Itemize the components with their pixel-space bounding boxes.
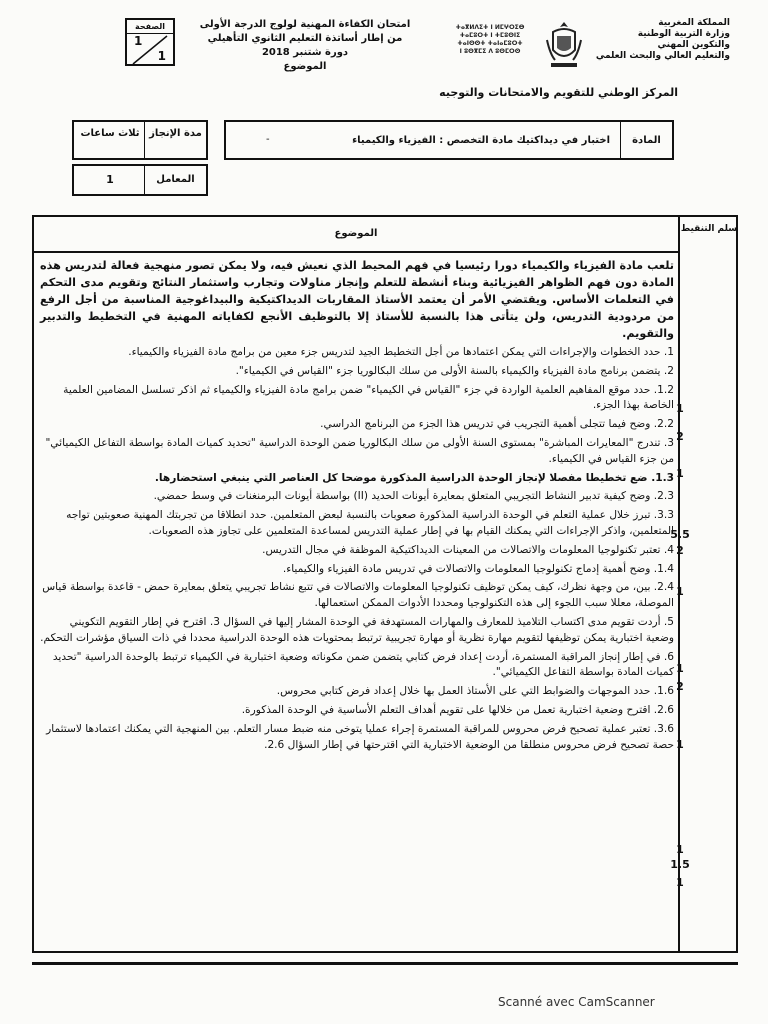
question-item: 1. حدد الخطوات والإجراءات التي يمكن اعتمادها من أجل التخطيط الجيد لتدريس جزء معين من برامج مادة الفيزياء والكيمياء.	[128, 346, 674, 358]
question-item: 1.3. ضع تخطيطا مفصلا لإنجاز الوحدة الدراسية المذكورة موضحا كل العناصر التي ينبغي استحضارها.	[154, 471, 674, 484]
subject-value: اختبار في ديداكتيك مادة التخصص : الفيزياء والكيمياء	[352, 135, 610, 146]
question-item: 2. يتضمن برنامج مادة الفيزياء والكيمياء بالسنة الأولى من سلك البكالوريا جزء "القياس في الكيمياء".	[235, 364, 674, 377]
questions-content	[40, 257, 674, 753]
question-item: 2.4. بين، من وجهة نظرك، كيف يمكن توظيف تكنولوجيا المعلومات والاتصالات في تتبع نشاط تجريبي يتعلق بمعايرة حمض - قاعدة بواسطة قياس الموصلة، معللا سبب اللجوء إلى هذه التكنولوجيا ومحددا الأدوات الممكن استعمالها.	[42, 581, 674, 610]
grading-column-header: سلم التنقيط	[680, 224, 738, 234]
page-total: 1	[134, 34, 143, 48]
intro-paragraph: تلعب مادة الفيزياء والكيمياء دورا رئيسيا في فهم المحيط الذي نعيش فيه، ولا يمكن تصور منهجية فعالة لتدريس هذه المادة دون فهم الظواهر الفيزيائية وبناء أنشطة للتعلم وإنجاز مناولات وتجارب واستثمار النتائج وتقويم مدى التحكم في التعلمات الأساس. ويقتضي الأمر أن يعتمد الأستاذ المقاربات الديداكتيكية والبيداغوجية المناسبة من أجل الرفع من مردودية التدريس، ولن يتأتى هذا بالنسبة للأستاذ إلا بالتوظيف الأنجع لكفاياته المهنية في التخطيط والتدبير والتقويم.	[40, 259, 674, 340]
mark-value: 5.5	[670, 528, 690, 541]
tifinagh-line: ⵜⴰⵏⵙⵙⵜ ⵜⴰⵏⴰⵎⵓⵔⵜ	[457, 40, 523, 47]
subject-column-header: الموضوع	[334, 228, 378, 239]
subject-dash: -	[266, 134, 270, 145]
question-item: 3.6. تعتبر عملية تصحيح فرض محروس للمراقبة المستمرة إجراء عمليا يتوخى منه ضبط مسار التعلم. بين المنهجية التي يمكنك اعتمادها لاستثمار حصة تصحيح فرض محروس منطلقا من الوضعية الاختبارية التي اقترحتها في إطار السؤال 2.6.	[46, 722, 674, 751]
exam-topic: الموضوع	[283, 61, 327, 72]
subject-box	[224, 120, 674, 160]
mark-value: 2	[676, 430, 684, 443]
ministry-line: وزارة التربية الوطنية	[637, 29, 730, 39]
mark-value: 1.5	[670, 858, 690, 871]
exam-line: من إطار أساتذة التعليم الثانوي التأهيلي	[207, 33, 403, 44]
question-item: 5. أردت تقويم مدى اكتساب التلاميذ للمعارف والمهارات المستهدفة في الوحدة المشار إليها في السؤال 3. اقترح في إطار التقويم التكويني وضعية اختبارية يمكن توظيفها لتقويم مهارة نظرية أو مهارة تجريبية ترتبط بمحتويات هذه الوحدة الدراسية محددا في ذات السياق مؤشرات التحكم.	[40, 615, 674, 644]
bottom-rule	[32, 962, 738, 965]
question-item: 2.6. اقترح وضعية اختبارية تعمل من خلالها على تقويم أهداف التعلم الأساسية في الوحدة المذكورة.	[241, 703, 674, 716]
coat-of-arms-icon	[545, 20, 583, 70]
ministry-line: والتعليم العالي والبحث العلمي	[595, 51, 730, 61]
exam-session: دورة شتنبر 2018	[261, 47, 349, 58]
questions-table	[32, 215, 738, 953]
question-item: 2.3. وضح كيفية تدبير النشاط التجريبي المتعلق بمعايرة أيونات الحديد (II) بواسطة أيونات البرمنغنات في وسط حمضي.	[153, 490, 674, 503]
mark-value: 1	[676, 876, 684, 889]
tifinagh-line: ⵜⴰⵎⵓⵔⵜ ⵏ ⵜⵎⵓⵙⵏⵉ	[459, 32, 521, 39]
subject-label: المادة	[620, 122, 672, 158]
mark-value: 1	[676, 467, 684, 480]
duration-value: ثلاث ساعات	[80, 128, 140, 139]
ministry-line: المملكة المغربية	[658, 18, 730, 28]
question-item: 6. في إطار إنجاز المراقبة المستمرة، أردت إعداد فرض كتابي يتضمن ضمن مكوناته وضعية اختبارية في الكيمياء ترتبط بالوحدة الدراسية "تحديد كميات المادة بواسطة التفاعل الكيميائي".	[52, 650, 674, 679]
mark-value: 1	[676, 662, 684, 675]
center-name: المركز الوطني للتقويم والامتحانات والتوجيه	[439, 86, 678, 99]
tifinagh-header	[440, 24, 540, 56]
duration-box	[72, 120, 208, 160]
question-item: 1.2. حدد موقع المفاهيم العلمية الواردة في جزء "القياس في الكيمياء" ضمن برامج مادة الفيزياء والكيمياء ثم اذكر تسلسل المضامين العلمية الخاصة بهذا الجزء.	[63, 383, 674, 412]
mark-value: 1	[676, 585, 684, 598]
question-item: 3.3. تبرز خلال عملية التعلم في الوحدة الدراسية المذكورة صعوبات بالنسبة لبعض المتعلمين. حدد انطلاقا من تجربتك المهنية صعوبتين تواجه المتعلمين، واذكر الإجراءات التي يمكنك القيام بها في إطار عملية التدريس لمساعدة المتعلمين على تجاوز هذه الصعوبات.	[66, 509, 674, 537]
question-item: 3. تندرج "المعايرات المباشرة" بمستوى السنة الأولى من سلك البكالوريا ضمن الوحدة الدراسية "تحديد كميات المادة بواسطة التفاعل الكيميائي" من جزء القياس في الكيمياء.	[45, 436, 674, 465]
question-item: 4. تعتبر تكنولوجيا المعلومات والاتصالات من المعينات الديداكتيكية الموظفة في مجال التدريس.	[262, 543, 674, 556]
mark-value: 1	[676, 738, 684, 751]
exam-line: امتحان الكفاءة المهنية لولوج الدرجة الأولى	[199, 19, 411, 30]
mark-value: 1	[676, 843, 684, 856]
page-number-box	[125, 18, 175, 66]
ministry-line: والتكوين المهني	[657, 40, 730, 50]
ministry-header	[580, 18, 730, 62]
coefficient-label: المعامل	[144, 166, 206, 194]
header-divider	[34, 251, 678, 253]
coefficient-value: 1	[106, 173, 114, 186]
mark-value: 2	[676, 680, 684, 693]
page-label: الصفحة	[127, 20, 173, 34]
duration-label: مدة الإنجاز	[144, 122, 206, 158]
mark-value: 1	[676, 402, 684, 415]
page-current: 1	[157, 49, 166, 63]
question-item: 2.2. وضح فيما تتجلى أهمية التجريب في تدريس هذا الجزء من البرنامج الدراسي.	[320, 418, 674, 431]
column-divider	[678, 217, 680, 951]
question-item: 1.4. وضح أهمية إدماج تكنولوجيا المعلومات والاتصالات في تدريس مادة الفيزياء والكيمياء.	[282, 562, 674, 575]
tifinagh-line: ⵏ ⵓⵙⴳⵎⵉ ⴷ ⵓⵙⵎⵔⵙ	[459, 48, 521, 55]
question-item: 1.6. حدد الموجهات والضوابط التي على الأستاذ العمل بها خلال إعداد فرض كتابي محروس.	[276, 685, 674, 698]
mark-value: 2	[676, 544, 684, 557]
scanner-footer: Scanné avec CamScanner	[498, 995, 655, 1009]
coefficient-box	[72, 164, 208, 196]
exam-title	[185, 18, 425, 74]
tifinagh-line: ⵜⴰⴳⵍⴷⵉⵜ ⵏ ⵍⵎⵖⵔⵉⴱ	[455, 24, 525, 31]
